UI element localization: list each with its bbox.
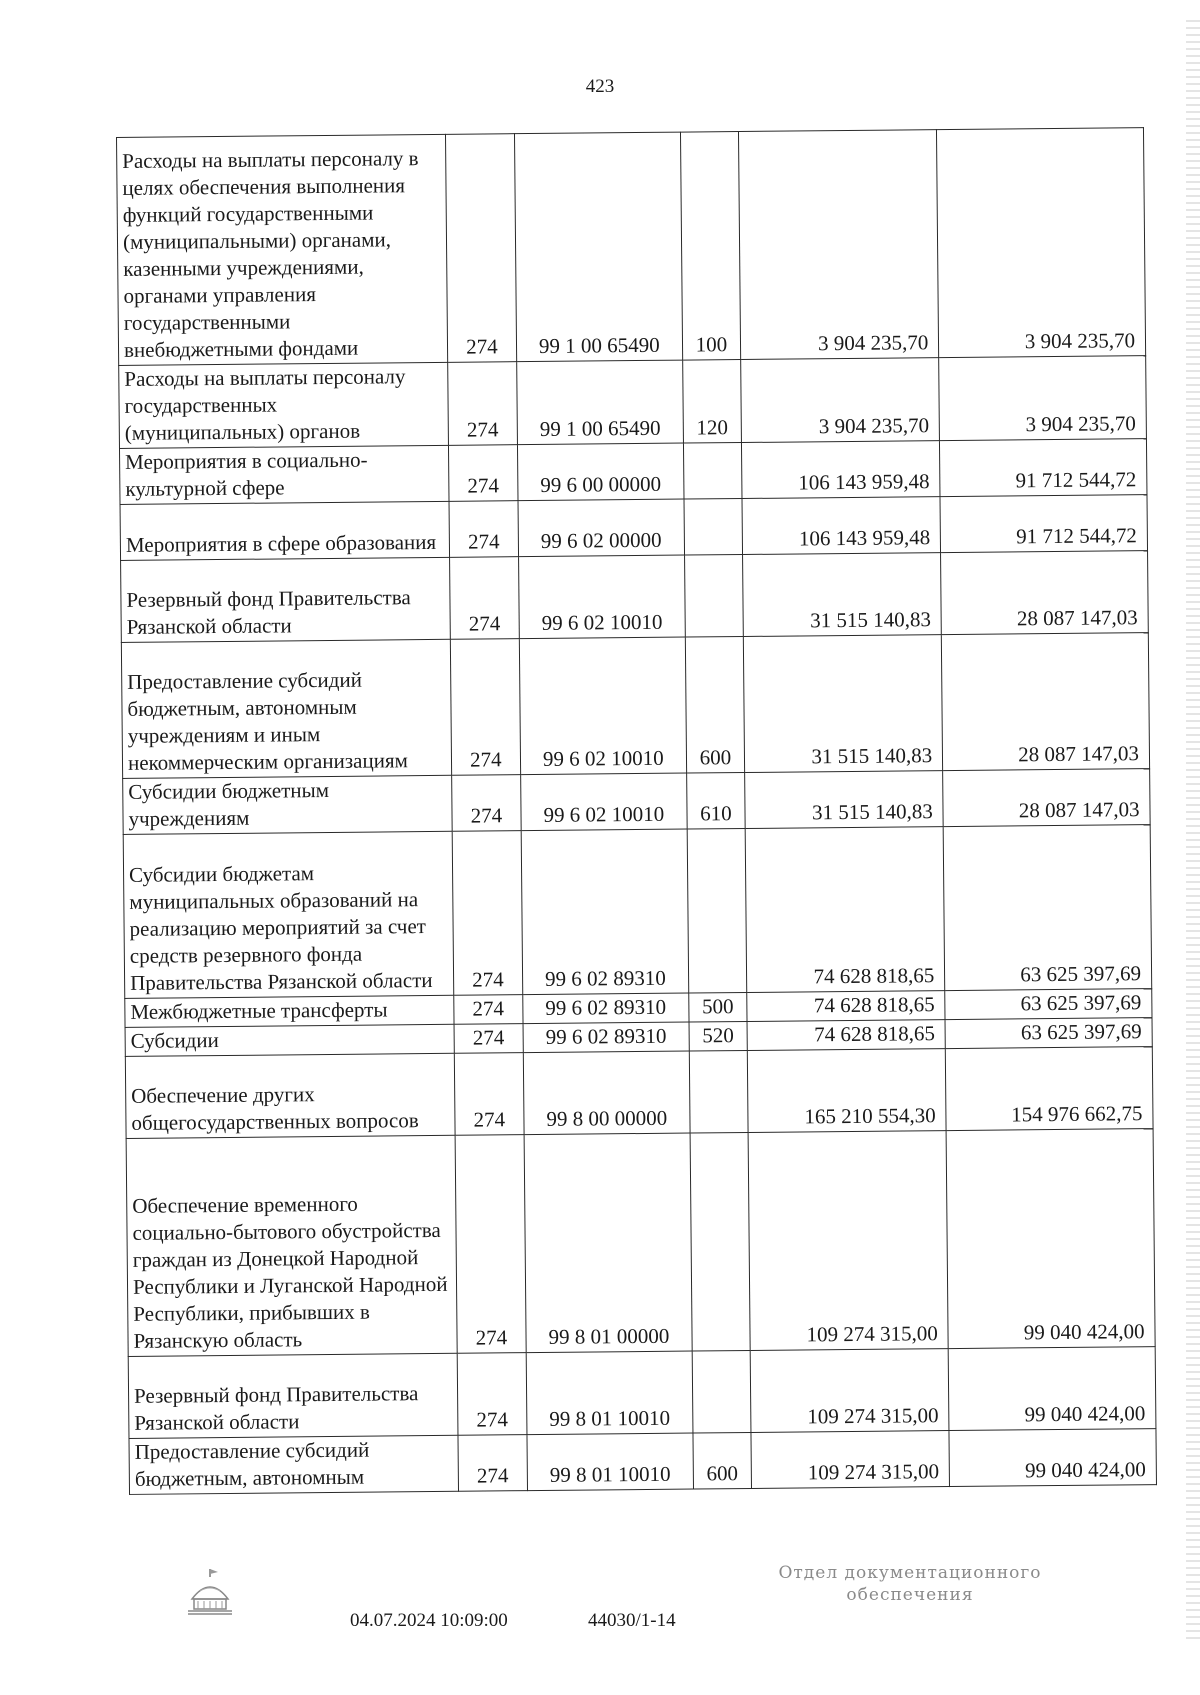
row-gr: 274: [454, 1053, 524, 1136]
row-gr: 274: [447, 362, 517, 446]
row-name: Резервный фонд Правительства Рязанской области: [128, 1353, 457, 1438]
table-row: [119, 356, 1147, 449]
table-row: [123, 769, 1150, 835]
row-gr: 274: [457, 1353, 527, 1436]
row-vr: [687, 828, 747, 993]
row-gr: 274: [455, 1135, 527, 1354]
row-gr: 274: [449, 557, 519, 640]
row-sum2: 99 040 424,00: [946, 1129, 1155, 1349]
row-vr: [683, 443, 742, 500]
row-csr: 99 6 02 89310: [523, 993, 689, 1024]
scan-edge-marks: [1186, 20, 1200, 1640]
row-gr: 274: [452, 831, 523, 996]
row-csr: 99 6 02 10010: [519, 555, 685, 639]
row-sum2: 28 087 147,03: [943, 769, 1150, 827]
row-name: Мероприятия в сфере образования: [120, 501, 449, 560]
row-sum1: 74 628 818,65: [747, 991, 945, 1022]
row-csr: 99 8 01 00000: [524, 1133, 691, 1353]
footer-reg-number: 44030/1-14: [588, 1610, 676, 1631]
footer-date: 04.07.2024 10:09:00: [350, 1610, 508, 1631]
row-name: Мероприятия в социально-культурной сфере: [119, 445, 448, 504]
row-name: Обеспечение временного социально-бытового обустройства граждан из Донецкой Народной Республики и Луганской Народной Республики, прибывших в Рязанскую область: [126, 1135, 457, 1356]
table-row: [117, 128, 1146, 366]
row-csr: 99 8 01 10010: [526, 1351, 692, 1435]
table-row: [125, 1047, 1153, 1139]
row-name: Обеспечение других общегосударственных вопросов: [125, 1053, 454, 1138]
row-csr: 99 6 02 89310: [523, 1022, 689, 1053]
row-gr: 274: [449, 501, 519, 558]
row-sum2: 63 625 397,69: [945, 989, 1152, 1020]
row-vr: 610: [686, 772, 745, 829]
row-vr: 100: [680, 132, 741, 361]
row-sum1: 31 515 140,83: [745, 771, 944, 829]
row-gr: 274: [458, 1435, 528, 1492]
row-vr: [692, 1350, 752, 1433]
emblem-icon: [180, 1565, 240, 1625]
row-sum1: 165 210 554,30: [748, 1049, 947, 1133]
row-sum1: 31 515 140,83: [743, 553, 942, 637]
row-name: Субсидии бюджетам муниципальных образований на реализацию мероприятий за счет средств резервного фонда Правительства Рязанской области: [123, 831, 453, 998]
row-vr: [690, 1132, 751, 1351]
row-name: Резервный фонд Правительства Рязанской области: [121, 557, 450, 642]
row-name: Субсидии бюджетным учреждениям: [123, 775, 452, 834]
row-csr: 99 6 02 89310: [521, 829, 688, 995]
row-sum1: 109 274 315,00: [748, 1131, 948, 1351]
row-name: Предоставление субсидий бюджетным, автономным: [129, 1435, 458, 1494]
row-csr: 99 8 01 10010: [527, 1433, 693, 1491]
row-csr: 99 8 00 00000: [523, 1051, 689, 1135]
row-sum2: 154 976 662,75: [946, 1047, 1154, 1131]
row-sum1: 74 628 818,65: [747, 1020, 945, 1051]
row-sum2: 28 087 147,03: [942, 633, 1150, 771]
table-row: [120, 495, 1147, 561]
row-sum2: 99 040 424,00: [949, 1429, 1156, 1487]
row-sum1: 106 143 959,48: [742, 497, 941, 555]
row-vr: 600: [692, 1432, 751, 1489]
row-csr: 99 1 00 65490: [517, 360, 683, 445]
page-number: 423: [585, 76, 615, 97]
row-name: Межбюджетные трансферты: [125, 995, 454, 1027]
table-row: [119, 439, 1146, 505]
row-name: Расходы на выплаты персоналу в целях обеспечения выполнения функций государственными (муниципальными) органами, казенными учреждениями, органами управления государственными внебюджетными фондами: [117, 134, 448, 365]
row-gr: 274: [445, 134, 517, 363]
row-vr: 500: [688, 992, 747, 1022]
row-name: Субсидии: [125, 1024, 454, 1056]
department-stamp: [760, 1562, 1060, 1606]
row-sum2: 3 904 235,70: [937, 128, 1146, 358]
table-row: [129, 1429, 1156, 1495]
row-sum2: 3 904 235,70: [939, 356, 1147, 441]
row-csr: 99 1 00 65490: [515, 132, 683, 362]
row-csr: 99 6 02 10010: [521, 773, 687, 831]
row-sum1: 109 274 315,00: [751, 1431, 950, 1489]
row-gr: 274: [450, 639, 521, 776]
row-name: Расходы на выплаты персоналу государственных (муниципальных) органов: [119, 362, 448, 448]
row-vr: 520: [689, 1021, 748, 1051]
stamp-line-1: Отдел документационного: [778, 1563, 1042, 1583]
row-vr: 120: [682, 360, 742, 444]
table-row: [128, 1347, 1156, 1439]
row-sum1: 106 143 959,48: [742, 441, 941, 499]
row-sum1: 3 904 235,70: [739, 130, 939, 360]
table-row: [121, 633, 1149, 779]
table-row: [126, 1129, 1155, 1357]
row-csr: 99 6 00 00000: [518, 443, 684, 501]
row-sum1: 109 274 315,00: [750, 1349, 949, 1433]
row-sum2: 99 040 424,00: [948, 1347, 1156, 1431]
row-sum1: 3 904 235,70: [741, 358, 940, 443]
row-gr: 274: [451, 775, 521, 832]
row-sum2: 63 625 397,69: [945, 1018, 1152, 1049]
row-sum2: 91 712 544,72: [940, 439, 1147, 497]
row-gr: 274: [454, 1024, 524, 1054]
row-gr: 274: [448, 445, 518, 502]
row-gr: 274: [453, 995, 523, 1025]
row-csr: 99 6 02 00000: [518, 499, 684, 557]
row-vr: 600: [685, 636, 745, 773]
row-vr: [684, 499, 743, 556]
row-name: Предоставление субсидий бюджетным, автономным учреждениям и иным некоммерческим организациям: [121, 639, 451, 778]
row-sum1: 31 515 140,83: [744, 635, 943, 773]
budget-table: [116, 127, 1157, 1495]
row-sum2: 28 087 147,03: [941, 551, 1149, 635]
row-sum2: 63 625 397,69: [943, 825, 1151, 991]
row-vr: [689, 1050, 749, 1133]
row-vr: [684, 555, 744, 638]
stamp-line-2: обеспечения: [846, 1585, 974, 1605]
row-csr: 99 6 02 10010: [520, 637, 687, 775]
row-sum2: 91 712 544,72: [940, 495, 1147, 553]
table-row: [123, 825, 1152, 999]
table-row: [121, 551, 1149, 643]
row-sum1: 74 628 818,65: [745, 827, 945, 993]
